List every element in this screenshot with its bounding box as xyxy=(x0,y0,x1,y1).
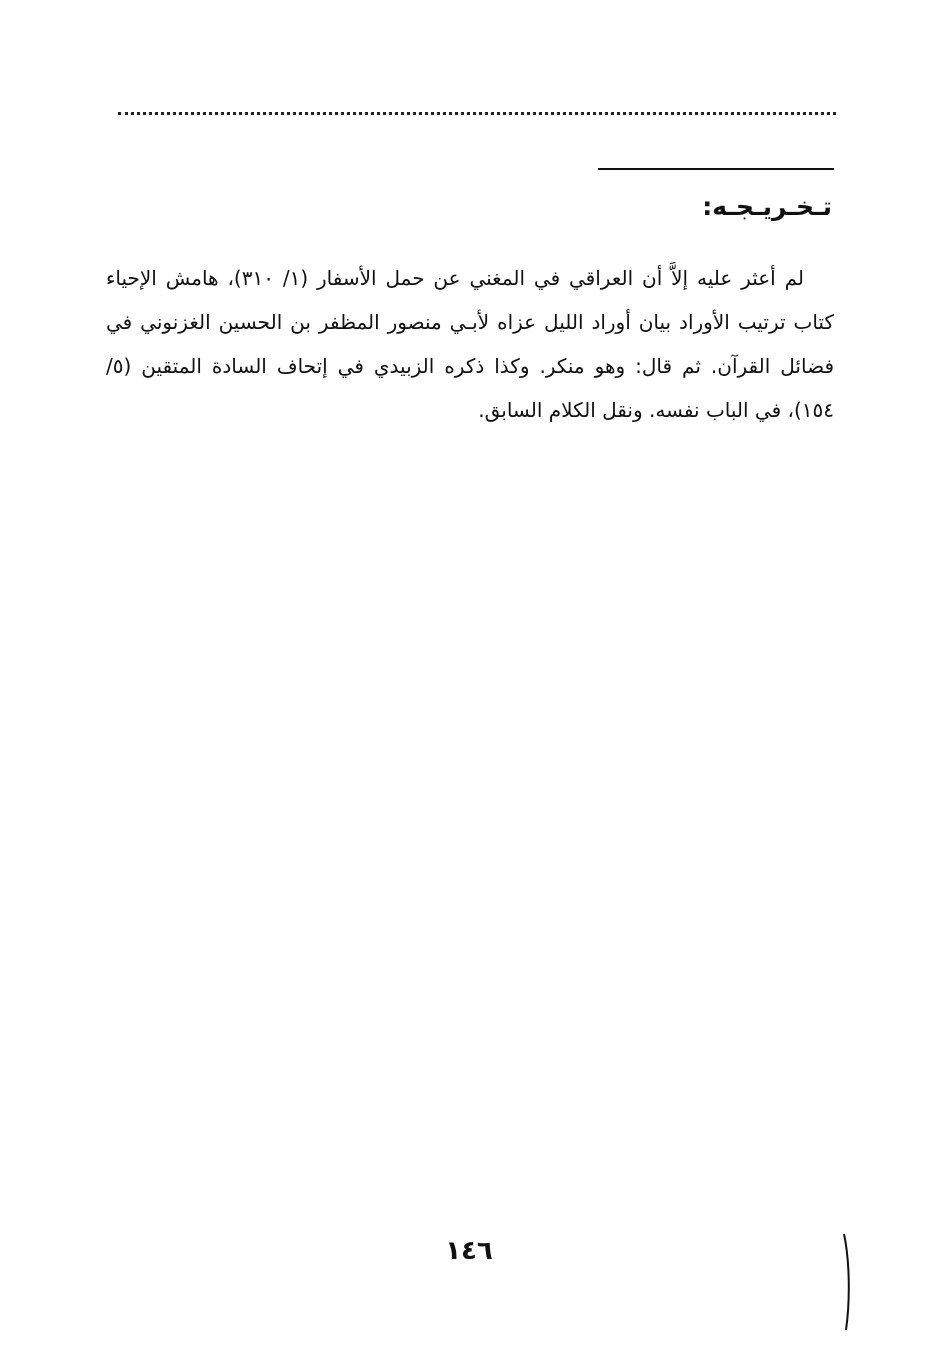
page-edge-mark xyxy=(838,1232,858,1332)
page-number: ١٤٦ xyxy=(445,1236,493,1266)
dotted-separator xyxy=(118,112,836,115)
footnote-separator-line xyxy=(598,168,834,170)
section-heading: تـخـريـجـه: xyxy=(702,192,832,221)
body-paragraph: لم أعثر عليه إلاَّ أن العراقي في المغني عن حمل الأسفار (١/ ٣١٠)، هامش الإحياء كتاب ترتيب الأوراد بيان أوراد الليل عزاه لأبـي منصور المظفر بن الحسين الغزنوني في فضائل القرآن. ثم قال: وهو منكر. وكذا ذكره الزبيدي في إتحاف السادة المتقين (٥/ ١٥٤)، في الباب نفسه. ونقل الكلام السابق. xyxy=(106,266,834,422)
